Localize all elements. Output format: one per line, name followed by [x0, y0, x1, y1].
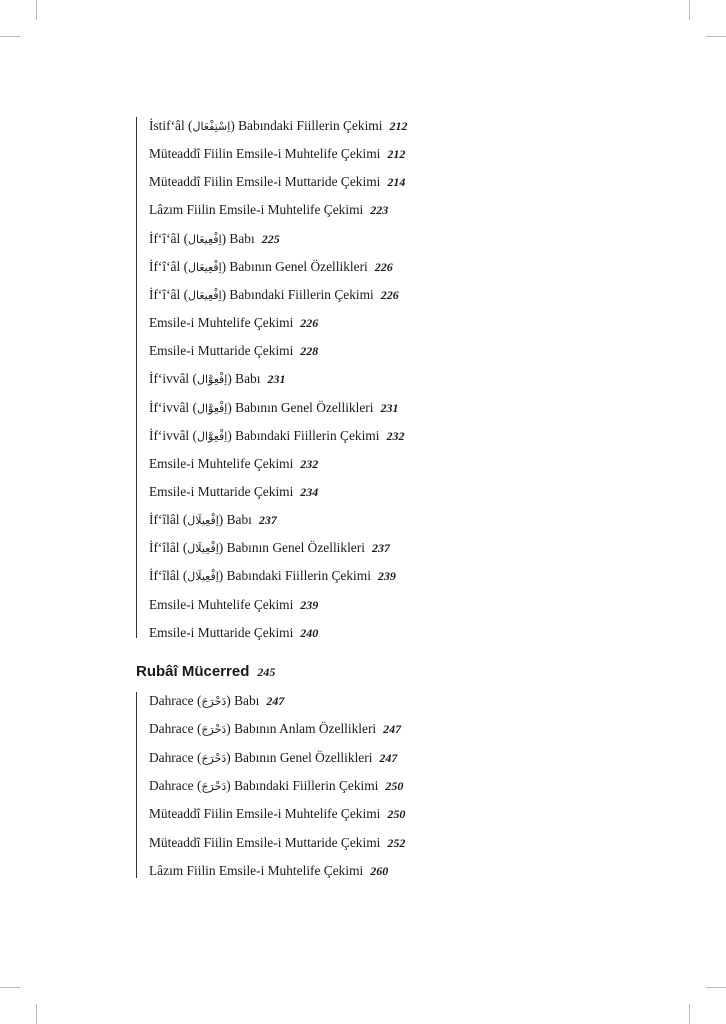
toc-entry[interactable] — [149, 230, 280, 249]
toc-entry[interactable] — [149, 173, 405, 191]
toc-entry[interactable] — [149, 749, 397, 768]
entry-page-number: 250 — [385, 778, 404, 793]
entry-title: Emsile-i Muttaride Çekimi — [149, 483, 294, 499]
entry-page-number: 240 — [300, 625, 319, 640]
entry-page-number: 247 — [379, 750, 398, 765]
entry-arabic: اِفْعِيعَال — [188, 260, 222, 274]
toc-entry[interactable] — [149, 342, 318, 360]
entry-title-rest: ) Babındaki Fiillerin Çekimi — [218, 568, 371, 584]
entry-arabic: دَحْرَجَ — [201, 695, 227, 708]
entry-title-rest: ) Babındaki Fiillerin Çekimi — [227, 427, 380, 443]
entry-page-number: 228 — [300, 344, 319, 359]
entry-page-number: 223 — [370, 203, 389, 218]
entry-title: İf‘ivvâl ( — [149, 399, 197, 415]
entry-title: Dahrace ( — [149, 721, 202, 737]
toc-entry[interactable] — [149, 720, 401, 739]
section-heading — [136, 663, 275, 681]
toc-entry[interactable] — [149, 258, 393, 277]
crop-mark — [706, 36, 726, 37]
toc-entry[interactable] — [149, 624, 318, 642]
entry-page-number: 247 — [266, 694, 285, 708]
toc-entry[interactable] — [149, 692, 284, 711]
entry-title: Dahrace ( — [149, 749, 202, 765]
entry-title: Lâzım Fiilin Emsile-i Muhtelife Çekimi — [149, 862, 364, 878]
crop-mark — [36, 1004, 37, 1024]
entry-title-rest: ) Babındaki Fiillerin Çekimi — [230, 118, 383, 133]
entry-arabic: اِفْعِيعَال — [188, 288, 222, 302]
toc-group-2 — [136, 692, 406, 878]
entry-arabic: اِفْعِوَّال — [196, 401, 228, 415]
entry-title: İf‘îlâl ( — [149, 568, 188, 584]
toc-group-1 — [136, 117, 408, 640]
entry-page-number: 260 — [370, 863, 389, 878]
entry-arabic: اِفْعِيلَال — [187, 542, 219, 556]
entry-arabic: اِسْتِفْعَال — [192, 120, 231, 133]
section-heading-text: Rubâî Mücerred — [136, 663, 250, 680]
entry-title: Emsile-i Muttaride Çekimi — [149, 624, 294, 640]
entry-arabic: اِفْعِيلَال — [187, 514, 219, 528]
toc-entry[interactable] — [149, 511, 277, 530]
entry-title-rest: ) Babının Genel Özellikleri — [221, 258, 368, 274]
entry-title: Emsile-i Muttaride Çekimi — [149, 343, 294, 359]
entry-title-rest: ) Babındaki Fiillerin Çekimi — [226, 777, 379, 793]
entry-title: İf‘ivvâl ( — [149, 427, 197, 443]
entry-page-number: 239 — [300, 597, 319, 612]
entry-page-number: 226 — [374, 259, 393, 274]
entry-page-number: 250 — [387, 807, 406, 822]
entry-title: İf‘îlâl ( — [149, 512, 188, 528]
entry-title-rest: ) Babı — [221, 230, 255, 246]
toc-entry[interactable] — [149, 117, 407, 136]
toc-entry[interactable] — [149, 201, 388, 219]
entry-arabic: اِفْعِيلَال — [187, 570, 219, 584]
entry-page-number: 252 — [387, 835, 406, 850]
entry-page-number: 212 — [387, 147, 406, 162]
entry-arabic: دَحْرَجَ — [201, 723, 227, 737]
crop-mark — [0, 36, 20, 37]
entry-title-rest: ) Babı — [218, 512, 252, 528]
entry-title: Emsile-i Muhtelife Çekimi — [149, 596, 294, 612]
crop-mark — [0, 987, 20, 988]
entry-title: Müteaddî Fiilin Emsile-i Muttaride Çekimi — [149, 834, 381, 850]
entry-title: Müteaddî Fiilin Emsile-i Muhtelife Çekimi — [149, 806, 381, 822]
entry-title: İf‘î‘âl ( — [149, 258, 189, 274]
entry-title-rest: ) Babı — [226, 693, 260, 708]
entry-title: İf‘ivvâl ( — [149, 371, 197, 387]
entry-arabic: دَحْرَجَ — [201, 751, 227, 765]
entry-page-number: 214 — [387, 175, 406, 190]
toc-entry[interactable] — [149, 399, 398, 418]
entry-page-number: 237 — [258, 513, 277, 528]
toc-entry[interactable] — [149, 286, 399, 305]
entry-arabic: دَحْرَجَ — [201, 779, 227, 793]
toc-entry[interactable] — [149, 370, 285, 389]
entry-title: Müteaddî Fiilin Emsile-i Muhtelife Çekimi — [149, 146, 381, 162]
entry-title: Dahrace ( — [149, 693, 202, 708]
entry-title-rest: ) Babındaki Fiillerin Çekimi — [221, 286, 374, 302]
crop-mark — [36, 0, 37, 20]
toc-entry[interactable] — [149, 427, 404, 446]
entry-page-number: 232 — [300, 456, 319, 471]
entry-page-number: 212 — [389, 119, 408, 133]
entry-page-number: 231 — [380, 400, 399, 415]
entry-title: İf‘îlâl ( — [149, 540, 188, 556]
toc-entry[interactable] — [149, 596, 318, 614]
toc-entry[interactable] — [149, 834, 405, 852]
toc-entry[interactable] — [149, 862, 388, 880]
entry-page-number: 247 — [383, 722, 402, 737]
entry-title-rest: ) Babının Genel Özellikleri — [227, 399, 374, 415]
entry-page-number: 225 — [261, 231, 280, 246]
toc-entry[interactable] — [149, 483, 318, 501]
entry-page-number: 237 — [371, 541, 390, 556]
toc-entry[interactable] — [149, 567, 396, 586]
entry-page-number: 226 — [300, 316, 319, 331]
toc-entry[interactable] — [149, 539, 390, 558]
toc-entry[interactable] — [149, 777, 403, 796]
entry-title: Müteaddî Fiilin Emsile-i Muttaride Çekimi — [149, 174, 381, 190]
crop-mark — [706, 987, 726, 988]
entry-arabic: اِفْعِوَّال — [196, 429, 228, 443]
entry-title: İf‘î‘âl ( — [149, 230, 189, 246]
entry-title: Dahrace ( — [149, 777, 202, 793]
entry-arabic: اِفْعِيعَال — [188, 232, 222, 246]
entry-title: Emsile-i Muhtelife Çekimi — [149, 455, 294, 471]
entry-page-number: 234 — [300, 484, 319, 499]
entry-title-rest: ) Babının Genel Özellikleri — [226, 749, 373, 765]
entry-title-rest: ) Babı — [227, 371, 261, 387]
toc-entry[interactable] — [149, 314, 318, 332]
section-heading-page: 245 — [257, 665, 276, 679]
entry-title: Lâzım Fiilin Emsile-i Muhtelife Çekimi — [149, 202, 364, 218]
entry-page-number: 231 — [267, 372, 286, 387]
entry-title-rest: ) Babının Genel Özellikleri — [218, 540, 365, 556]
entry-page-number: 226 — [380, 287, 399, 302]
entry-title: İstif‘âl ( — [149, 118, 193, 133]
entry-page-number: 239 — [377, 569, 396, 584]
crop-mark — [689, 0, 690, 20]
entry-title: Emsile-i Muhtelife Çekimi — [149, 315, 294, 331]
entry-arabic: اِفْعِوَّال — [196, 373, 228, 387]
entry-title-rest: ) Babının Anlam Özellikleri — [226, 721, 377, 737]
crop-mark — [689, 1004, 690, 1024]
toc-entry[interactable] — [149, 805, 405, 823]
entry-page-number: 232 — [386, 428, 405, 443]
toc-entry[interactable] — [149, 145, 405, 163]
entry-title: İf‘î‘âl ( — [149, 286, 189, 302]
toc-entry[interactable] — [149, 455, 318, 473]
